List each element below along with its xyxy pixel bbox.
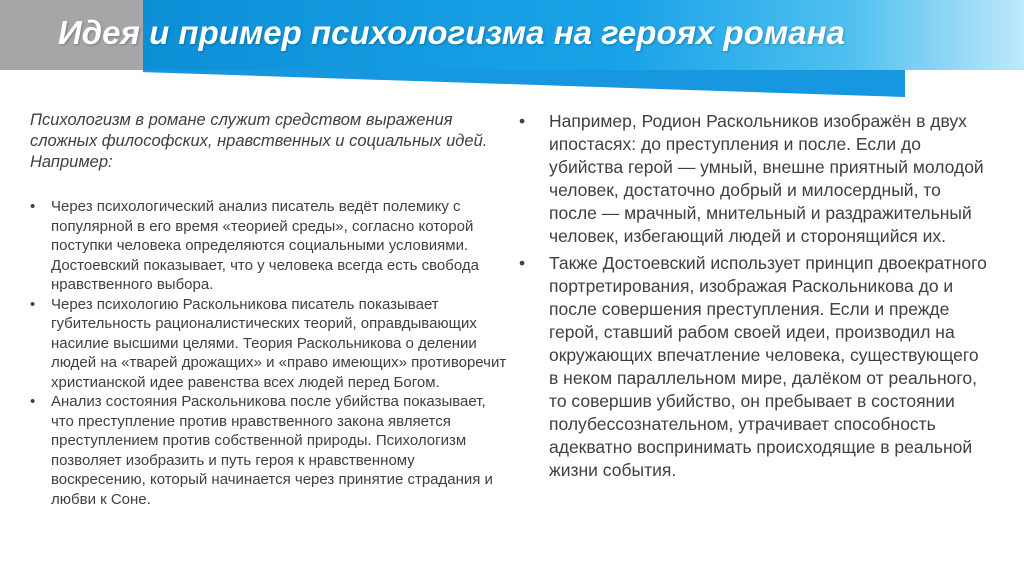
list-item xyxy=(30,197,510,295)
list-item-text: Например, Родион Раскольников изображён в двух ипостасях: до преступления и после. Если до убийства герой — умный, внешне приятный молодой человек, достаточно добрый и милосердный, то после — мрачный, мнительный и раздражительный человек, избегающий людей и сторонящийся их. xyxy=(549,111,984,246)
list-item-text: Через психологию Раскольникова писатель показывает губительность рационалистических теорий, оправдывающих насилие высшими целями. Теория Раскольникова о делении людей на «тварей дрожащих» и «право имеющих» противоречит христианской идее равенства всех людей перед Богом. xyxy=(51,295,507,391)
list-item xyxy=(30,392,510,509)
intro-paragraph: Психологизм в романе служит средством выражения сложных философских, нравственных и социальных идей. Например: xyxy=(30,111,488,171)
list-item xyxy=(517,252,987,482)
list-item xyxy=(30,295,510,393)
list-item-text: Также Достоевский использует принцип двоекратного портретирования, изображая Раскольникова до и после совершения преступления. Если и прежде герой, ставший рабом своей идеи, производил на окружающих впечатление человека, существующего в неком параллельном мире, далёком от реального, то совершив убийство, он пребывает в состоянии полубессознательном, утрачивает способность адекватно воспринимать происходящие в реальной жизни события. xyxy=(549,253,987,480)
list-item-text: Анализ состояния Раскольникова после убийства показывает, что преступление против нравственного закона является преступлением против собственной природы. Психологизм позволяет изобразить и путь героя к нравственному воскресению, который начинается через принятие страдания и любви к Соне. xyxy=(51,393,493,508)
bullet-icon: • xyxy=(30,393,36,410)
bullet-icon: • xyxy=(30,198,36,215)
right-column xyxy=(517,110,987,486)
right-bullet-list xyxy=(517,110,987,482)
left-column xyxy=(30,110,510,509)
bullet-icon: • xyxy=(519,111,526,131)
list-item xyxy=(517,110,987,248)
list-item-text: Через психологический анализ писатель ведёт полемику с популярной в его время «теорией среды», согласно которой поступки человека определяются социальными условиями. Достоевский показывает, что у человека всегда есть свобода нравственного выбора. xyxy=(51,198,479,293)
bullet-icon: • xyxy=(519,253,526,273)
slide-title: Идея и пример психологизма на героях романа xyxy=(58,14,845,51)
bullet-icon: • xyxy=(30,295,36,313)
left-bullet-list xyxy=(30,197,510,509)
header-tab-strip xyxy=(143,70,905,97)
